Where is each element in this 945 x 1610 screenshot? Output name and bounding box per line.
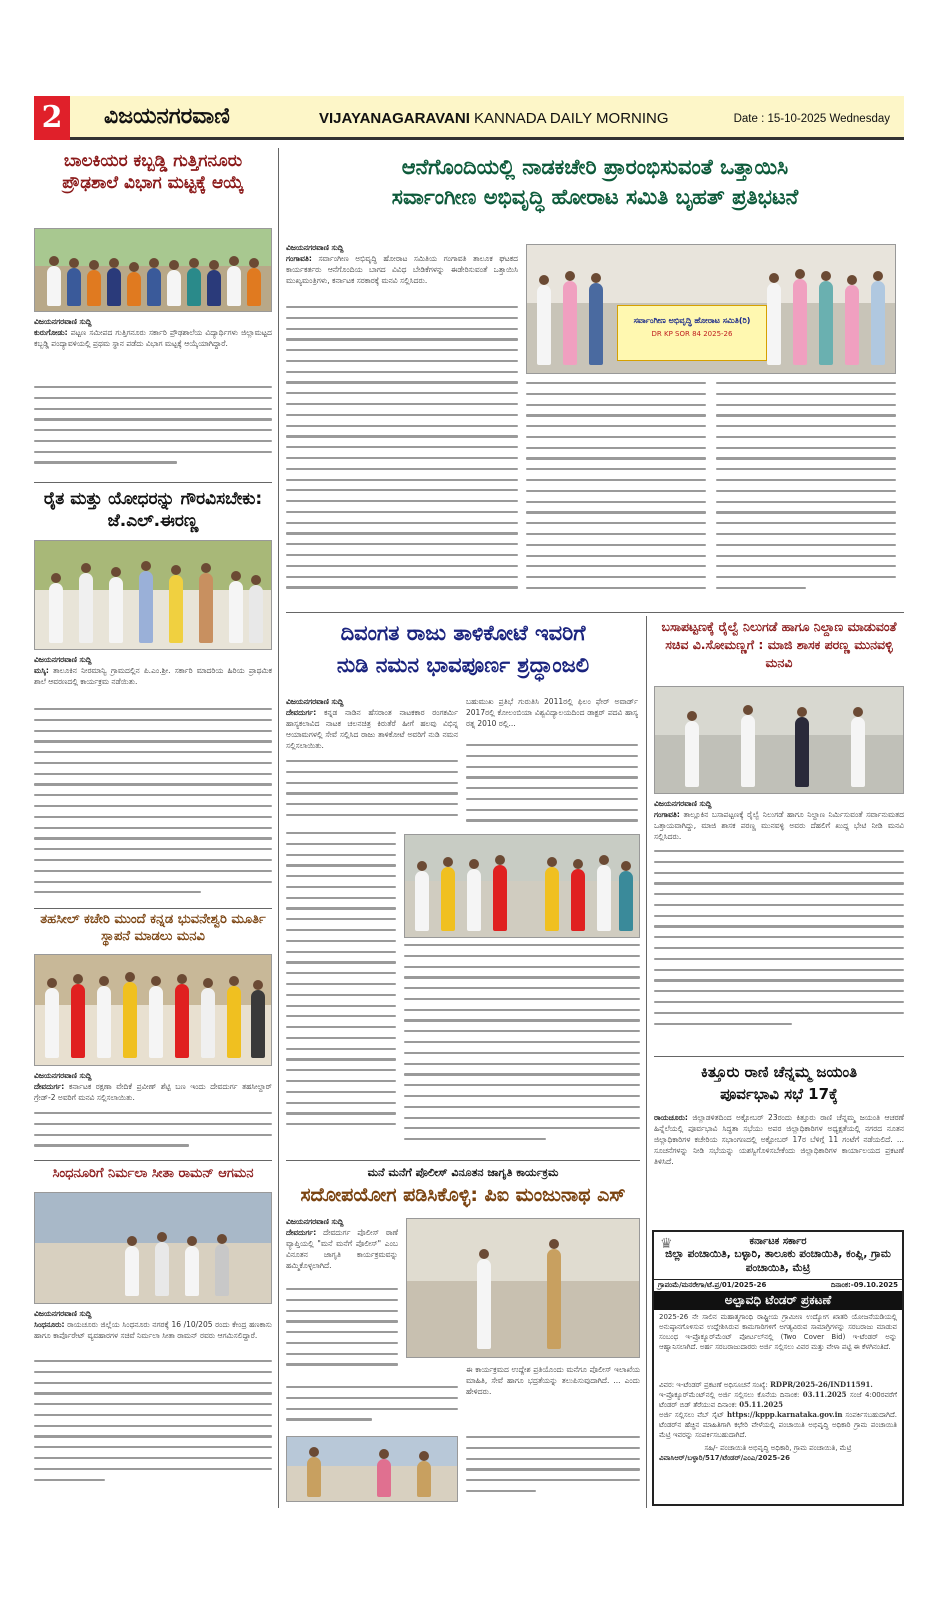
tender-signature: ಸಹಿ/- ಪಂಚಾಯಿತಿ ಅಭಿವೃದ್ಧಿ ಅಧಿಕಾರಿ, ಗ್ರಾಮ ಪಂಚಾಯಿತಿ, ಮೆಟ್ರಿ bbox=[704, 1444, 852, 1453]
newspaper-title-kannada: ವಿಜಯನಗರವಾಣಿ bbox=[104, 104, 230, 129]
tender-footer-ref: ವಿವಾಸಿಆರ್/ಬಳ್ಳಾರಿ/517/ಟೆಂಡರ್/ಎಂಎ/2025-26 bbox=[659, 1454, 790, 1463]
article-text-continuation bbox=[654, 850, 904, 1040]
dateline: ಕುರುಗೋಡು: bbox=[34, 328, 68, 337]
headline-raju-line1: ದಿವಂಗತ ರಾಜು ತಾಳಿಕೋಟೆ ಇವರಿಗೆ bbox=[340, 621, 586, 645]
dateline: ಸಿಂಧನೂರು: bbox=[34, 1320, 65, 1329]
tender-office: ಜಿಲ್ಲಾ ಪಂಚಾಯಿತಿ, ಬಳ್ಳಾರಿ, ತಾಲೂಕು ಪಂಚಾಯಿತಿ, ಕಂಪ್ಲಿ, ಗ್ರಾಮ ಪಂಚಾಯಿತಿ, ಮೆಟ್ರಿ bbox=[665, 1248, 891, 1275]
headline-anegundi-line1: ಆನೆಗೊಂದಿಯಲ್ಲಿ ನಾಡಕಚೇರಿ ಪ್ರಾರಂಭಿಸುವಂತೆ ಒತ್ತಾಯಿಸಿ bbox=[401, 155, 789, 179]
newspaper-page bbox=[34, 96, 904, 1516]
photo-basapattana-meeting bbox=[654, 686, 904, 794]
body-raju-talikote bbox=[286, 696, 458, 756]
body-farmers bbox=[34, 654, 272, 704]
body-nirmala bbox=[34, 1308, 272, 1358]
divider bbox=[34, 1160, 272, 1161]
tender-para1: 2025-26 ನೇ ಸಾಲಿನ ಮಹಾತ್ಮಗಾಂಧಿ ರಾಷ್ಟ್ರೀಯ ಗ್ರಾಮೀಣ ಉದ್ಯೋಗ ಖಾತರಿ ಯೋಜನೆಯಡಿಯಲ್ಲಿ ಅನುಷ್ಠಾನಗೊಳಿಸುವ ಉದ್ದೇಶಿಸಿರುವ ಕಾಮಗಾರಿಗಳಿಗೆ ಅಗತ್ಯವಿರುವ ಸಾಮಾಗ್ರಿಗಳನ್ನು ಸರಬರಾಜು ಮಾಡುವ ಸಂಬಂಧ ಇ-ಪ್ರೊಕ್ಯೂರ್‌ಮೆಂಟ್ ಪೋರ್ಟಲ್‌ನಲ್ಲಿ (Two Cover Bid) ಇ-ಟೆಂಡರ್ ಅನ್ನು ಆಹ್ವಾನಿಸಲಾಗಿದೆ. ಅರ್ಹ ಸರಬರಾಜುದಾರರು ಅರ್ಜಿ ಸಲ್ಲಿಸಲು ವಿವರ ಮತ್ತು ವೇಳಾ ಪಟ್ಟಿ ಈ ಕೆಳಗಿನಂತಿದೆ. bbox=[659, 1313, 897, 1352]
article-kabaddi bbox=[34, 150, 272, 194]
article-text: ಈ ಕಾರ್ಯಕ್ರಮದ ಉದ್ದೇಶ ಪ್ರತಿಯೊಂದು ಮನೆಗೂ ಪೊಲೀಸ್ ಇಲಾಖೆಯ ಮಾಹಿತಿ, ಸೇವೆ ಹಾಗೂ ಭದ್ರತೆಯನ್ನು ತಲುಪಿಸುವುದಾಗಿದೆ. ... ಎಂದು ಹೇಳಿದರು. bbox=[466, 1365, 640, 1396]
article-police bbox=[286, 1166, 640, 1208]
article-kittur bbox=[654, 1062, 904, 1106]
divider bbox=[34, 908, 272, 909]
column-divider bbox=[646, 616, 647, 1508]
divider bbox=[286, 612, 904, 613]
dateline: ದೇವದುರ್ಗ: bbox=[286, 1228, 317, 1237]
article-text-continuation bbox=[34, 1112, 272, 1156]
article-anegundi bbox=[286, 152, 904, 213]
headline-anegundi-line2: ಸರ್ವಾಂಗೀಣ ಅಭಿವೃದ್ಧಿ ಹೋರಾಟ ಸಮಿತಿ ಬೃಹತ್ ಪ್ರತಿಭಟನೆ bbox=[391, 185, 799, 210]
newspaper-name: VIJAYANAGARAVANI bbox=[319, 110, 470, 127]
page-number: 2 bbox=[34, 96, 70, 140]
banner-subtext: DR KP SOR 84 2025-26 bbox=[651, 330, 733, 338]
byline: ವಿಜಯನಗರವಾಣಿ ಸುದ್ದಿ bbox=[286, 1217, 344, 1226]
tender-last-date: 03.11.2025 bbox=[802, 1390, 847, 1400]
tender-website-label: ಅರ್ಜಿ ಸಲ್ಲಿಸಲು ವೆಬ್ ಸೈಟ್ bbox=[659, 1411, 725, 1420]
tender-para2 bbox=[654, 1380, 902, 1390]
headline-kabaddi: ಬಾಲಕಿಯರ ಕಬ್ಬಡ್ಡಿ ಗುತ್ತಿಗನೂರು ಪ್ರೌಢಶಾಲೆ ವಿಭಾಗ ಮಟ್ಟಕ್ಕೆ ಆಯ್ಕೆ bbox=[62, 151, 244, 194]
article-text-continuation bbox=[286, 832, 396, 1152]
article-nirmala bbox=[34, 1166, 272, 1183]
masthead bbox=[34, 96, 904, 140]
body-kittur bbox=[654, 1112, 904, 1222]
photo-police-home-visit bbox=[286, 1436, 458, 1502]
tender-last-date-label: ಇ-ಪ್ರೊಕ್ಯೂರ್‌ಮೆಂಟ್‌ನಲ್ಲಿ ಅರ್ಜಿ ಸಲ್ಲಿಸಲು ಕೊನೆಯ ದಿನಾಂಕ: bbox=[659, 1391, 800, 1400]
protest-banner bbox=[617, 305, 767, 361]
tender-ref-no: ಗ್ರಾಪಂಮೆ/ಮನರೇಗಾ/ಟೆ.ಪ್ರ/01/2025-26 bbox=[658, 1281, 767, 1290]
article-text-continuation bbox=[286, 1288, 398, 1380]
article-text: ಕನ್ನಡ ನಾಡಿನ ಹೆಸರಾಂತ ನಾಟಕಕಾರ ರಂಗಕರ್ಮಿ ಹಾಸ್ಯಕಲಾವಿದ ನಾಟಕ ಚಲನಚಿತ್ರ ಕಿರುತೆರೆ ಹೀಗೆ ಹಲವು ವಿಭಿನ್ನ ಆಯಾಮಗಳಲ್ಲಿ ಸೇವೆ ಸಲ್ಲಿಸಿದ ರಾಜು ತಾಳಿಕೋಟೆ ಅವರಿಗೆ ನುಡಿ ನಮನ ಸಲ್ಲಿಸಲಾಯಿತು. bbox=[286, 708, 458, 750]
tender-para3 bbox=[654, 1390, 902, 1410]
article-text-continuation bbox=[34, 386, 272, 476]
banner-text: ಸರ್ವಾಂಗೀಣ ಅಭಿವೃದ್ಧಿ ಹೋರಾಟ ಸಮಿತಿ(ರಿ) bbox=[633, 316, 751, 325]
tender-ref-date: ದಿನಾಂಕ:-09.10.2025 bbox=[830, 1281, 898, 1290]
column-divider bbox=[278, 148, 279, 1508]
issue-date: Date : 15-10-2025 Wednesday bbox=[733, 113, 890, 125]
article-text: ತಾಲೂಕಿನ ನೀರಮಾನ್ವಿ ಗ್ರಾಮದಲ್ಲಿನ ಪಿ.ಎಂ.ಶ್ರೀ. ಸರ್ಕಾರಿ ಮಾದರಿಯ ಹಿರಿಯ ಪ್ರಾಥಮಿಕ ಶಾಲೆ ಆವರಣದಲ್ಲಿ ಕಾರ್ಯಕ್ರಮ ನಡೆಯಿತು. bbox=[34, 666, 272, 686]
newspaper-title-english bbox=[319, 110, 669, 127]
headline-kittur-line1: ಕಿತ್ತೂರು ರಾಣಿ ಚೆನ್ನಮ್ಮ ಜಯಂತಿ bbox=[700, 1063, 858, 1081]
article-text: ರಾಯಚೂರು ಜಿಲ್ಲೆಯ ಸಿಂಧನೂರು ನಗರಕ್ಕೆ 16 /10/205 ರಂದು ಕೇಂದ್ರ ಹಣಕಾಸು ಹಾಗೂ ಕಾರ್ಪೊರೇಟ್ ವ್ಯವಹಾರಗಳ ಸಚಿವೆ ನಿರ್ಮಲಾ ಸೀತಾ ರಾಮನ್ ರವರು ಆಗಮಿಸಲಿದ್ದಾರೆ. bbox=[34, 1320, 272, 1340]
headline-kittur-line2: ಪೂರ್ವಭಾವಿ ಸಭೆ 17ಕ್ಕೆ bbox=[720, 1084, 838, 1103]
byline: ವಿಜಯನಗರವಾಣಿ ಸುದ್ದಿ bbox=[286, 697, 344, 706]
body-raju-talikote-col2 bbox=[466, 696, 638, 740]
article-text: ದೇವದುರ್ಗ ಪೊಲೀಸ್ ಠಾಣೆ ವ್ಯಾಪ್ತಿಯಲ್ಲಿ "ಮನೆ ಮನೆಗೆ ಪೊಲೀಸ್" ಎಂಬ ವಿನೂತನ ಜಾಗೃತಿ ಕಾರ್ಯಕ್ರಮವನ್ನು ಹಮ್ಮಿಕೊಳ್ಳಲಾಗಿದೆ. bbox=[286, 1228, 398, 1270]
dateline: ದೇವದುರ್ಗ: bbox=[34, 1082, 65, 1091]
newspaper-tagline: KANNADA DAILY MORNING bbox=[469, 110, 669, 127]
headline-basapattana: ಬಸಾಪಟ್ಟಣಕ್ಕೆ ರೈಲ್ವೆ ನಿಲುಗಡೆ ಹಾಗೂ ನಿಲ್ದಾಣ ಮಾಡುವಂತೆ ಸಚಿವ ವಿ.ಸೋಮಣ್ಣಗೆ : ಮಾಜಿ ಶಾಸಕ ಪರಣ್ಣ ಮುನವಳ್ಳಿ ಮನವಿ bbox=[661, 619, 897, 671]
headline-bhuvaneshwari: ತಹಸೀಲ್ ಕಚೇರಿ ಮುಂದೆ ಕನ್ನಡ ಭುವನೇಶ್ವರಿ ಮೂರ್ತಿ ಸ್ಥಾಪನೆ ಮಾಡಲು ಮನವಿ bbox=[40, 912, 266, 944]
dateline: ರಾಯಚೂರು: bbox=[654, 1113, 688, 1122]
tender-open-date-label: ಸಂಜೆ 4:00ರವರೆಗೆ ಟೆಂಡರ್ ಬಿಡ್ ತೆರೆಯುವ ದಿನಾಂಕ: bbox=[659, 1391, 897, 1410]
article-farmers bbox=[34, 488, 272, 532]
photo-farmers-event bbox=[34, 540, 272, 650]
article-text-continuation bbox=[34, 708, 272, 904]
divider bbox=[34, 482, 272, 483]
tender-para4 bbox=[654, 1410, 902, 1440]
article-text-continuation bbox=[526, 382, 706, 608]
byline: ವಿಜಯನಗರವಾಣಿ ಸುದ್ದಿ bbox=[34, 655, 92, 664]
article-raju-talikote bbox=[286, 618, 640, 681]
photo-kabaddi-team bbox=[34, 228, 272, 312]
photo-bhuvaneshwari-memorandum bbox=[34, 954, 272, 1066]
divider bbox=[654, 1056, 904, 1057]
tender-ref-row bbox=[654, 1279, 902, 1291]
byline: ವಿಜಯನಗರವಾಣಿ ಸುದ್ದಿ bbox=[654, 799, 712, 808]
article-text: ಬಹುಮುಖ ಪ್ರತಿಭೆ ಗುರುತಿಸಿ 2011ರಲ್ಲಿ ಫಿಲಂ ಫೇರ್ ಅವಾರ್ಡ್ 2017ರಲ್ಲಿ ಕೋಲಂಬಿಯಾ ವಿಶ್ವವಿದ್ಯಾಲಯದಿಂದ ಡಾಕ್ಟರ್ ಪದವಿ ಹಾಸ್ಯ ರತ್ನ 2010 ರಲ್ಲಿ... bbox=[466, 697, 638, 728]
tender-open-date: 05.11.2025 bbox=[739, 1400, 784, 1410]
article-bhuvaneshwari bbox=[34, 912, 272, 946]
article-text: ತಾಲ್ಲೂಕಿನ ಬಸಾಪಟ್ಟಣಕ್ಕೆ ರೈಲ್ವೆ ನಿಲುಗಡೆ ಹಾಗೂ ನಿಲ್ದಾಣ ನಿರ್ಮಿಸುವಂತೆ ಸರ್ವಾನುಮತದ ಒತ್ತಾಯವಾಗಿದ್ದು, ಮಾಜಿ ಶಾಸಕ ಪರಣ್ಣ ಮುನವಳ್ಳಿ ಅವರು ದೆಹಲಿಗೆ ಖುದ್ದ ಭೇಟಿ ನೀಡಿ ಮನವಿ ಸಲ್ಲಿಸಿದರು. bbox=[654, 810, 904, 841]
tender-notification-label: ವಿವರ: ಇ-ಟೆಂಡರ್ ಪ್ರಕಟಣೆ ಅಧಿಸೂಚನೆ ಸಂಖ್ಯೆ: bbox=[659, 1381, 768, 1390]
byline: ವಿಜಯನಗರವಾಣಿ ಸುದ್ದಿ bbox=[34, 1309, 92, 1318]
article-text-continuation bbox=[716, 382, 896, 608]
article-text-continuation bbox=[466, 744, 638, 832]
body-police bbox=[286, 1216, 398, 1286]
photo-tribute-event bbox=[404, 834, 640, 938]
divider bbox=[286, 1160, 640, 1161]
dateline: ಗಂಗಾವತಿ: bbox=[654, 810, 680, 819]
police-kicker: ಮನೆ ಮನೆಗೆ ಪೊಲೀಸ್ ವಿನೂತನ ಜಾಗೃತಿ ಕಾರ್ಯಕ್ರಮ bbox=[367, 1166, 559, 1179]
tender-notification-no: RDPR/2025-26/IND11591. bbox=[770, 1380, 873, 1390]
tender-govt: ಕರ್ನಾಟಕ ಸರ್ಕಾರ bbox=[749, 1236, 807, 1247]
article-basapattana bbox=[654, 618, 904, 672]
article-text-continuation bbox=[466, 1436, 640, 1502]
article-text: ಕರ್ನಾಟಕ ರಕ್ಷಣಾ ವೇದಿಕೆ ಪ್ರವೀಣ್ ಶೆಟ್ಟಿ ಬಣ ಇಂದು ದೇವದುರ್ಗ ತಹಸೀಲ್ದಾರ್ ಗ್ರೇಡ್-2 ಅವರಿಗೆ ಮನವಿ ಸಲ್ಲಿಸಲಾಯಿತು. bbox=[34, 1082, 272, 1102]
byline: ವಿಜಯನಗರವಾಣಿ ಸುದ್ದಿ bbox=[286, 243, 344, 252]
tender-title: ಅಲ್ಪಾವಧಿ ಟೆಂಡರ್ ಪ್ರಕಟಣೆ bbox=[654, 1291, 902, 1310]
tender-website-link[interactable]: https://kppp.karnataka.gov.in bbox=[727, 1410, 843, 1420]
photo-anegundi-protest bbox=[526, 244, 896, 374]
headline-raju-line2: ನುಡಿ ನಮನ ಭಾವಪೂರ್ಣ ಶ್ರದ್ಧಾಂಜಲಿ bbox=[336, 652, 590, 677]
photo-nirmala-visit bbox=[34, 1192, 272, 1304]
body-police-col2 bbox=[466, 1364, 640, 1434]
body-anegundi bbox=[286, 242, 518, 302]
photo-police-officer bbox=[406, 1218, 640, 1358]
tender-contact-text: ಸಂಪರ್ಕಿಸಬಹುದಾಗಿದೆ. ಟೆಂಡರ್‌ನ ಹೆಚ್ಚಿನ ಮಾಹಿತಿಗಾಗಿ ಕಛೇರಿ ವೇಳೆಯಲ್ಲಿ ಪಂಚಾಯಿತಿ ಅಭಿವೃದ್ಧಿ ಅಧಿಕಾರಿ ಗ್ರಾಮ ಪಂಚಾಯಿತಿ ಮೆಟ್ರಿ ಇವರನ್ನು ಸಂಪರ್ಕಿಸಬಹುದಾಗಿದೆ. bbox=[659, 1411, 897, 1440]
dateline: ಮಸ್ಕಿ: bbox=[34, 666, 49, 675]
article-text: ಸರ್ವಾಂಗೀಣ ಅಭಿವೃದ್ಧಿ ಹೋರಾಟ ಸಮಿತಿಯ ಗಂಗಾವತಿ ತಾಲೂಕ ಘಟಕದ ಕಾರ್ಯಕರ್ತರು ಆನೆಗೊಂದಿಯ ಬಾಗದ ವಿವಿಧ ಬೇಡಿಕೆಗಳನ್ನು ಈಡೇರಿಸುವಂತೆ ಒತ್ತಾಯಿಸಿ ಮುಖ್ಯಮಂತ್ರಿಗಳು, ಕರ್ನಾಟಕ ಸರಕಾರಕ್ಕೆ ಮನವಿ ಸಲ್ಲಿಸಿದರು. bbox=[286, 254, 518, 285]
article-text: ಜಿಲ್ಲಾಡಳಿತದಿಂದ ಅಕ್ಟೋಬರ್ 23ರಂದು ಕಿತ್ತೂರು ರಾಣಿ ಚೆನ್ನಮ್ಮ ಜಯಂತಿ ಆಚರಣೆ ಹಿನ್ನೆಲೆಯಲ್ಲಿ ಪೂರ್ವಭಾವಿ ಸಿದ್ಧತಾ ಸಭೆಯು ಅಪರ ಜಿಲ್ಲಾಧಿಕಾರಿಗಳ ಅಧ್ಯಕ್ಷತೆಯಲ್ಲಿ ನಗರದ ನೂತನ ಜಿಲ್ಲಾಧಿಕಾರಿಗಳ ಕಚೇರಿಯ ಸಭಾಂಗಣದಲ್ಲಿ ಅಕ್ಟೋಬರ್ 17ರ ಬೆಳಿಗ್ಗೆ 11 ಗಂಟೆಗೆ ನಡೆಯಲಿದೆ. ... ಸೂಚನೆಗಳನ್ನು ನೀಡಿ ಸಭೆಯನ್ನು ಯಶಸ್ವಿಗೊಳಿಸಬೇಕೆಂದು ಜಿಲ್ಲಾಧಿಕಾರಿಗಳ ಕಾರ್ಯಾಲಯದ ಪ್ರಕಟಣೆ ತಿಳಿಸಿದೆ. bbox=[654, 1113, 904, 1166]
dateline: ಗಂಗಾವತಿ: bbox=[286, 254, 312, 263]
dateline: ದೇವದುರ್ಗ: bbox=[286, 708, 317, 717]
karnataka-emblem-icon: ♛ bbox=[660, 1236, 673, 1252]
headline-nirmala: ಸಿಂಧನೂರಿಗೆ ನಿರ್ಮಲಾ ಸೀತಾ ರಾಮನ್ ಆಗಮನ bbox=[52, 1166, 254, 1181]
article-text-continuation bbox=[404, 944, 640, 1154]
article-text-continuation bbox=[286, 1386, 458, 1432]
article-text-continuation bbox=[286, 306, 518, 606]
headline-police: ಸದೋಪಯೋಗ ಪಡಿಸಿಕೊಳ್ಳಿ: ಪಿಐ ಮಂಜುನಾಥ ಎಸ್ bbox=[300, 1184, 626, 1207]
article-text-continuation bbox=[286, 760, 458, 830]
article-text-continuation bbox=[34, 1360, 272, 1500]
tender-notice bbox=[652, 1230, 904, 1506]
body-bhuvaneshwari bbox=[34, 1070, 272, 1110]
article-text: ಪಟ್ಟಣ ಸಮೀಪದ ಗುತ್ತಿಗನೂರು ಸರ್ಕಾರಿ ಪ್ರೌಢಶಾಲೆಯ ವಿದ್ಯಾರ್ಥಿಗಳು ಜಿಲ್ಲಾಮಟ್ಟದ ಕಬ್ಬಡ್ಡಿ ಪಂದ್ಯಾವಳಿಯಲ್ಲಿ ಪ್ರಥಮ ಸ್ಥಾನ ಪಡೆದು ವಿಭಾಗ ಮಟ್ಟಕ್ಕೆ ಆಯ್ಕೆಯಾಗಿದ್ದಾರೆ. bbox=[34, 328, 272, 348]
headline-farmers: ರೈತ ಮತ್ತು ಯೋಧರನ್ನು ಗೌರವಿಸಬೇಕು: ಜೆ.ಎಲ್.ಈರಣ್ಣ bbox=[43, 489, 263, 532]
byline: ವಿಜಯನಗರವಾಣಿ ಸುದ್ದಿ bbox=[34, 317, 92, 326]
byline: ವಿಜಯನಗರವಾಣಿ ಸುದ್ದಿ bbox=[34, 1071, 92, 1080]
body-basapattana bbox=[654, 798, 904, 848]
